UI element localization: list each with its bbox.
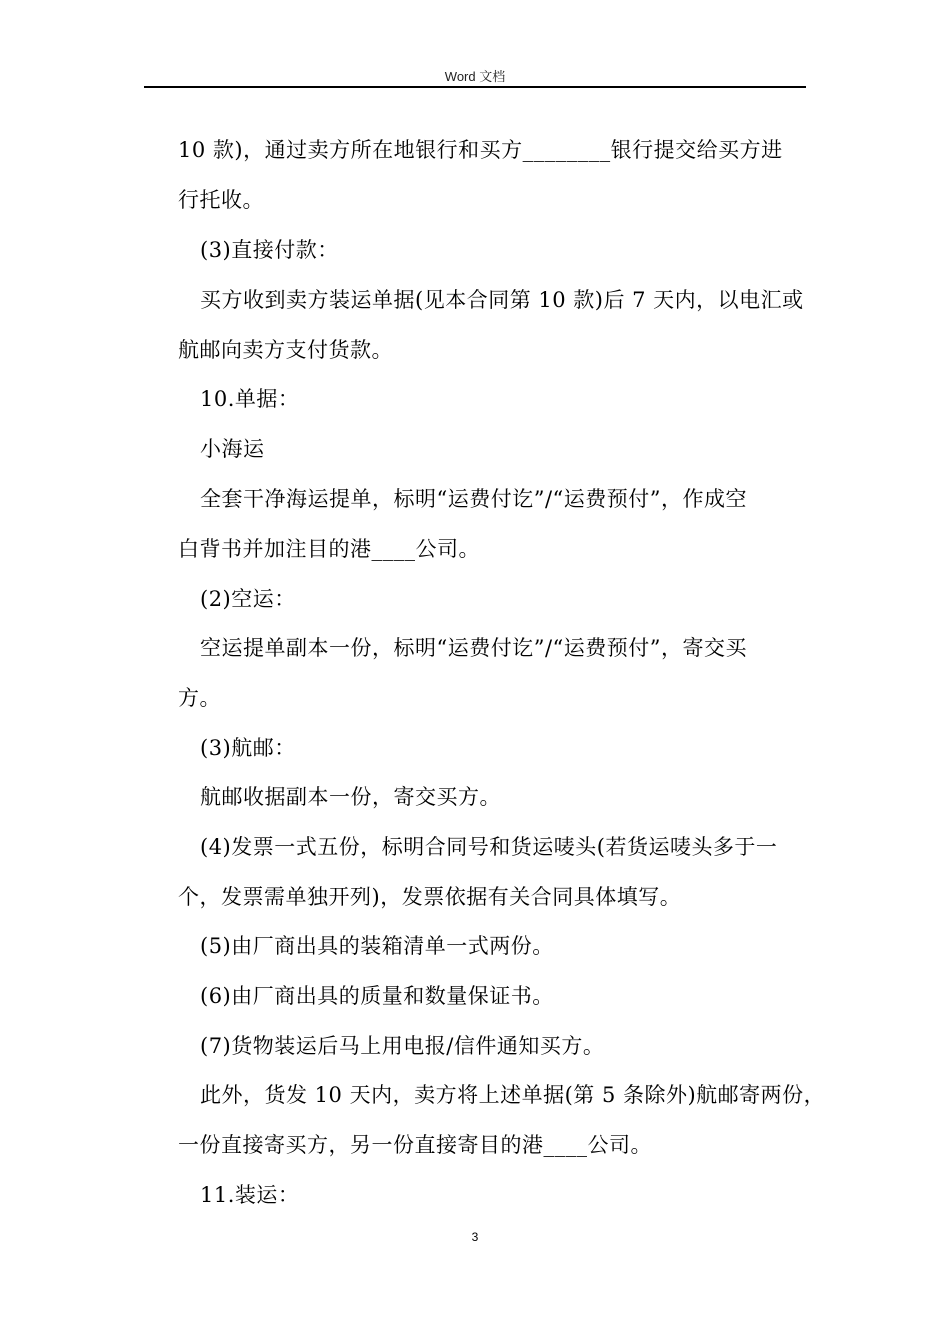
text-line: (2)空运：	[200, 587, 296, 611]
text-line: (5)由厂商出具的装箱清单一式两份。	[200, 934, 554, 958]
text-line: (7)货物装运后马上用电报/信件通知买方。	[200, 1034, 605, 1058]
header-divider	[144, 86, 806, 88]
text-line: 方。	[178, 686, 221, 710]
header-title: Word 文档	[444, 69, 506, 84]
text-line: 买方收到卖方装运单据(见本合同第 10 款)后 7 天内，以电汇或	[200, 288, 804, 312]
text-line: 航邮向卖方支付货款。	[178, 338, 393, 362]
page-number: 3	[471, 1230, 479, 1244]
text-line: 空运提单副本一份，标明“运费付讫”/“运费预付”，寄交买	[200, 636, 748, 660]
text-line: 11.装运：	[200, 1183, 300, 1207]
text-line: 白背书并加注目的港____公司。	[178, 537, 480, 561]
text-line: (3)直接付款：	[200, 238, 339, 262]
text-line: (6)由厂商出具的质量和数量保证书。	[200, 984, 554, 1008]
text-line: 一份直接寄买方，另一份直接寄目的港____公司。	[178, 1133, 652, 1157]
text-line: 个，发票需单独开列)，发票依据有关合同具体填写。	[178, 885, 682, 909]
text-line: 行托收。	[178, 188, 264, 212]
text-line: 此外，货发 10 天内，卖方将上述单据(第 5 条除外)航邮寄两份，	[200, 1083, 826, 1107]
text-line: 小海运	[200, 437, 265, 461]
text-line: 10 款)，通过卖方所在地银行和买方________银行提交给买方进	[178, 138, 783, 162]
text-line: 航邮收据副本一份，寄交买方。	[200, 785, 501, 809]
text-line: (3)航邮：	[200, 736, 296, 760]
text-line: 10.单据：	[200, 387, 300, 411]
text-line: 全套干净海运提单，标明“运费付讫”/“运费预付”，作成空	[200, 487, 748, 511]
text-line: (4)发票一式五份，标明合同号和货运唛头(若货运唛头多于一	[200, 835, 778, 859]
